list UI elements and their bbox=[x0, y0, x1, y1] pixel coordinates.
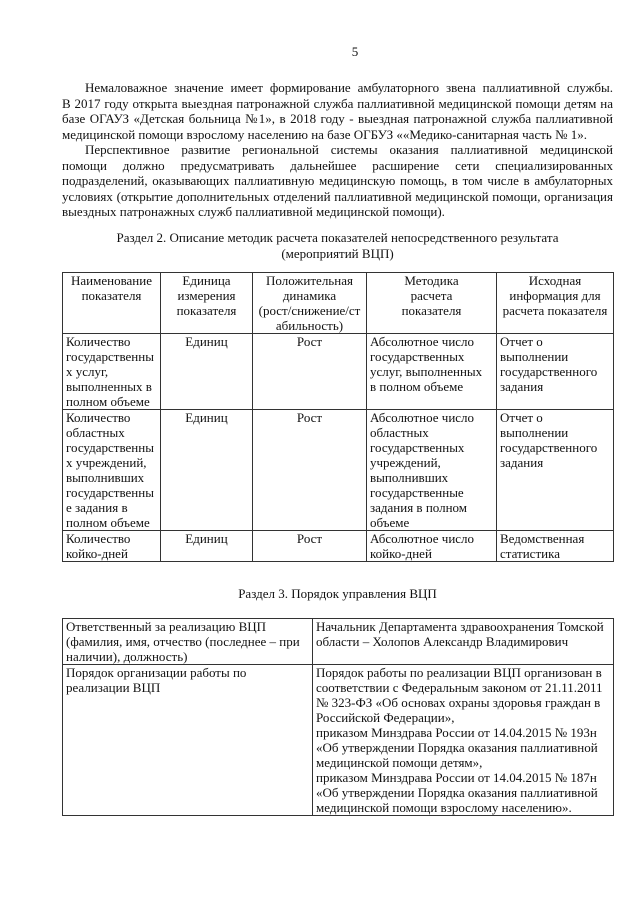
cell-source: Ведомственная статистика bbox=[497, 531, 614, 562]
indicators-table bbox=[62, 272, 614, 562]
text-line: помощи должно предусматривать дальнейшее расширение сети специализированных bbox=[62, 157, 613, 173]
text-line: базе ОГАУЗ «Детская больница №1», в 2018 году - выездная патронажной служба паллиативной bbox=[62, 111, 613, 126]
cell-method: Абсолютное число областных государственных учреждений, выполнивших государственные задания в полном объеме bbox=[367, 410, 497, 531]
section3-title: Раздел 3. Порядок управления ВЦП bbox=[238, 586, 437, 601]
text-line: выездных патронажных служб паллиативной медицинской помощи). bbox=[62, 204, 445, 219]
table-header-row bbox=[63, 273, 614, 334]
page-number: 5 bbox=[351, 44, 359, 59]
cell-method: Абсолютное число койко-дней bbox=[367, 531, 497, 562]
cell-value: Порядок работы по реализации ВЦП организован в соответствии с Федеральным законом от 21.11.2011 № 323-ФЗ «Об основах охраны здоровья граждан в Российской Федерации», приказом Минздрава России от 14.04.2015 № 193н «Об утверждении Порядка оказания паллиативной медицинской помощи детям», приказом Минздрава России от 14.04.2015 № 187н «Об утверждении Порядка оказания паллиативной медицинской помощи взрослому населению». bbox=[313, 665, 614, 816]
section2-title: Раздел 2. Описание методик расчета показателей непосредственного результата (мероприятий ВЦП) bbox=[116, 230, 559, 261]
header-cell: Исходная информация для расчета показателя bbox=[497, 273, 614, 334]
cell-unit: Единиц bbox=[161, 334, 253, 410]
cell-unit: Единиц bbox=[161, 531, 253, 562]
text-line: подразделений, оказывающих паллиативную медицинскую помощь, в том числе в амбулаторных bbox=[62, 173, 613, 188]
text-line: условиях (открытие дополнительных отделений паллиативной медицинской помощи, организация bbox=[62, 188, 613, 204]
cell-value: Начальник Департамента здравоохранения Томской области – Холопов Александр Владимирович bbox=[313, 619, 614, 665]
table-row bbox=[63, 619, 614, 665]
table-row bbox=[63, 665, 614, 816]
cell-dynamics: Рост bbox=[253, 410, 367, 531]
table-row bbox=[63, 334, 614, 410]
cell-indicator: Количество областных государственны х учреждений, выполнивших государственны е задания в полном объеме bbox=[63, 410, 161, 531]
cell-label: Порядок организации работы по реализации ВЦП bbox=[63, 665, 313, 816]
cell-dynamics: Рост bbox=[253, 531, 367, 562]
cell-source: Отчет о выполнении государственного задания bbox=[497, 410, 614, 531]
text-line: Перспективное развитие региональной системы оказания паллиативной медицинской bbox=[85, 142, 613, 157]
header-cell: Положительная динамика (рост/снижение/ст абильность) bbox=[253, 273, 367, 334]
text-line: В 2017 году открыта выездная патронажной служба паллиативной медицинской помощи детям на bbox=[62, 95, 613, 111]
table-row bbox=[63, 531, 614, 562]
cell-unit: Единиц bbox=[161, 410, 253, 531]
cell-method: Абсолютное число государственных услуг, выполненных в полном объеме bbox=[367, 334, 497, 410]
paragraph-ambulatory bbox=[62, 80, 613, 220]
management-table bbox=[62, 618, 614, 816]
cell-source: Отчет о выполнении государственного задания bbox=[497, 334, 614, 410]
cell-indicator: Количество койко-дней bbox=[63, 531, 161, 562]
header-cell: Методика расчета показателя bbox=[367, 273, 497, 334]
header-cell: Наименование показателя bbox=[63, 273, 161, 334]
table-row bbox=[63, 410, 614, 531]
text-line: Немаловажное значение имеет формирование амбулаторного звена паллиативной службы. bbox=[85, 80, 613, 95]
cell-dynamics: Рост bbox=[253, 334, 367, 410]
header-cell: Единица измерения показателя bbox=[161, 273, 253, 334]
cell-indicator: Количество государственны х услуг, выполненных в полном объеме bbox=[63, 334, 161, 410]
cell-label: Ответственный за реализацию ВЦП (фамилия, имя, отчество (последнее – при наличии), должность) bbox=[63, 619, 313, 665]
text-line: медицинской помощи взрослому населению на базе ОГБУЗ ««Медико-санитарная часть № 1». bbox=[62, 126, 587, 142]
